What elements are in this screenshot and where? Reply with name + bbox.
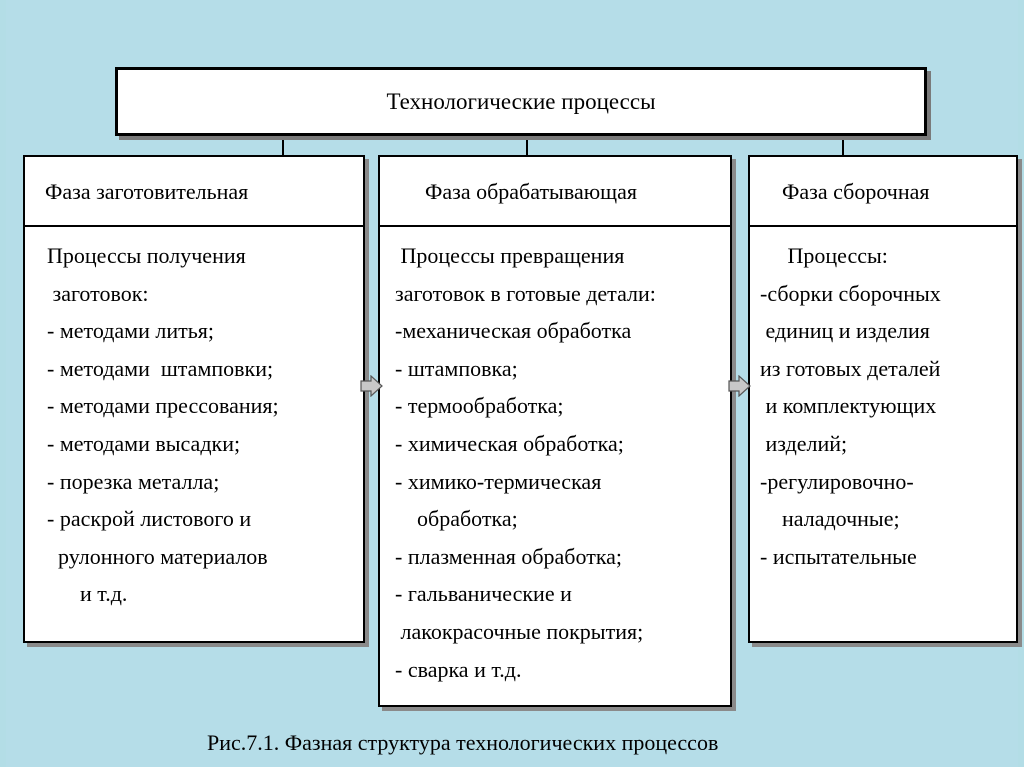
phase-line: - порезка металла;	[47, 468, 220, 494]
phase-heading	[750, 157, 1016, 227]
phase-line: из готовых деталей	[760, 355, 941, 381]
phase-line: - методами прессования;	[47, 393, 279, 419]
phase-heading-text: Фаза сборочная	[782, 179, 930, 204]
phase-line: -сборки сборочных	[760, 280, 941, 306]
phase-line: рулонного материалов	[47, 543, 268, 569]
phase-line: - испытательные	[760, 543, 917, 569]
connector-phase-2	[526, 136, 528, 156]
phase-body	[750, 227, 1016, 575]
phase-line: - плазменная обработка;	[395, 543, 623, 569]
phase-heading	[380, 157, 730, 227]
phase-line: лакокрасочные покрытия;	[395, 618, 644, 644]
phase-body	[25, 227, 363, 613]
diagram-title: Технологические процессы	[386, 88, 656, 114]
phase-line: -регулировочно-	[760, 468, 914, 494]
phase-line: - гальванические и	[395, 581, 572, 607]
phase-line: - методами штамповки;	[47, 355, 274, 381]
phase-box-processing	[378, 155, 732, 707]
phase-box-assembly	[748, 155, 1018, 643]
phase-heading-text: Фаза заготовительная	[45, 179, 249, 204]
phase-line: - методами литья;	[47, 318, 214, 344]
phase-heading-text: Фаза обрабатывающая	[425, 179, 637, 204]
phase-body	[380, 227, 730, 688]
phase-line: Процессы:	[760, 243, 888, 268]
title-box	[115, 67, 927, 136]
figure-caption: Рис.7.1. Фазная структура технологических процессов	[207, 730, 719, 755]
phase-heading	[25, 157, 363, 227]
phase-line: заготовок в готовые детали:	[395, 280, 656, 306]
phase-line: - методами высадки;	[47, 430, 241, 456]
phase-line: заготовок:	[47, 280, 149, 306]
phase-line: - химико-термическая	[395, 468, 602, 494]
phase-line: -механическая обработка	[395, 318, 632, 344]
phase-line: Процессы превращения	[395, 243, 625, 268]
arrow-right-icon	[728, 375, 752, 397]
phase-line: - термообработка;	[395, 393, 564, 419]
arrow-right-icon	[360, 375, 384, 397]
phase-line: единиц и изделия	[760, 318, 930, 344]
phase-line: и комплектующих	[760, 393, 937, 419]
phase-line: - раскрой листового и	[47, 506, 252, 532]
connector-phase-1	[282, 136, 284, 156]
phase-line: обработка;	[395, 506, 518, 532]
phase-line: и т.д.	[47, 581, 128, 607]
connector-phase-3	[842, 136, 844, 156]
phase-line: Процессы получения	[47, 243, 246, 268]
phase-line: наладочные;	[760, 506, 900, 532]
phase-line: изделий;	[760, 430, 848, 456]
phase-line: - штамповка;	[395, 355, 518, 381]
phase-line: - сварка и т.д.	[395, 656, 522, 682]
phase-line: - химическая обработка;	[395, 430, 624, 456]
phase-box-preparation	[23, 155, 365, 643]
